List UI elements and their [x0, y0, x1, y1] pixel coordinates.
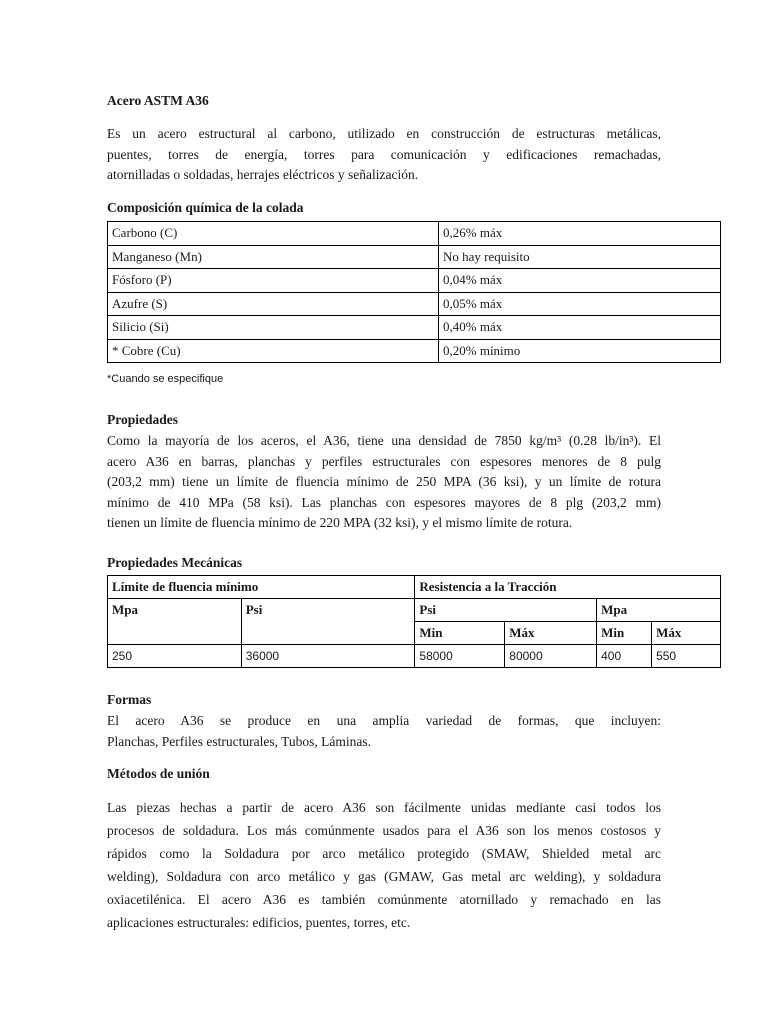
psi-min-header: Min — [415, 622, 505, 645]
value-cell: 0,26% máx — [439, 222, 721, 246]
mechanical-heading: Propiedades Mecánicas — [107, 555, 243, 570]
table-row — [108, 576, 721, 599]
intro-line: puentes, torres de energía, torres para comunicación y edificaciones remachadas, — [107, 146, 661, 162]
properties-line: (203,2 mm) tiene un límite de fluencia mínimo de 250 MPA (36 ksi), y un límite de rotura — [107, 474, 661, 489]
value-cell: No hay requisito — [439, 245, 721, 269]
joining-line: welding), Soldadura con arco metálico y gas (GMAW, Gas metal arc welding), y soldadura — [107, 869, 661, 884]
forms-line: Planchas, Perfiles estructurales, Tubos, Láminas. — [107, 733, 371, 749]
intro-paragraph — [107, 124, 661, 186]
joining-line: Las piezas hechas a partir de acero A36 son fácilmente unidas mediante casi todos los — [107, 800, 661, 815]
yield-psi-header: Psi — [241, 599, 415, 645]
tensile-header: Resistencia a la Tracción — [415, 576, 721, 599]
mpa-max-header: Máx — [652, 622, 721, 645]
table-row — [108, 222, 721, 246]
yield-mpa-header: Mpa — [108, 599, 242, 645]
intro-line: atornilladas o soldadas, herrajes eléctricos y señalización. — [107, 167, 419, 182]
tensile-psi-header: Psi — [415, 599, 597, 622]
table-row — [108, 645, 721, 668]
forms-line: El acero A36 se produce en una amplia variedad de formas, que incluyen: — [107, 713, 661, 728]
tensile-mpa-max-value: 550 — [652, 645, 721, 668]
value-cell: 0,04% máx — [439, 269, 721, 293]
table-row — [108, 339, 721, 363]
element-cell: Manganeso (Mn) — [108, 245, 439, 269]
yield-header: Límite de fluencia mínimo — [108, 576, 415, 599]
composition-note: *Cuando se especifique — [107, 373, 224, 385]
tensile-psi-min-value: 58000 — [415, 645, 505, 668]
yield-psi-value: 36000 — [241, 645, 415, 668]
psi-max-header: Máx — [505, 622, 597, 645]
composition-table — [107, 221, 721, 363]
joining-line: aplicaciones estructurales: edificios, puentes, torres, etc. — [107, 915, 411, 930]
tensile-mpa-header: Mpa — [597, 599, 721, 622]
properties-line: acero A36 en barras, planchas y perfiles estructurales con espesores menores de 8 pulg — [107, 453, 661, 469]
table-row — [108, 245, 721, 269]
table-row — [108, 599, 721, 622]
properties-heading: Propiedades — [107, 412, 179, 427]
table-row — [108, 292, 721, 316]
element-cell: Carbono (C) — [108, 222, 439, 246]
value-cell: 0,05% máx — [439, 292, 721, 316]
element-cell: Azufre (S) — [108, 292, 439, 316]
joining-paragraph — [107, 796, 661, 934]
table-row — [108, 269, 721, 293]
properties-line: mínimo de 410 MPa (58 ksi). Las planchas con espesores mayores de 8 plg (203,2 mm) — [107, 494, 661, 510]
value-cell: 0,20% mínimo — [439, 339, 721, 363]
joining-line: rápidos como la Soldadura por arco metálico protegido (SMAW, Shielded metal arc — [107, 846, 661, 861]
joining-line: oxiacetilénica. El acero A36 es también comúnmente atornillado y remachado en las — [107, 892, 661, 907]
forms-heading: Formas — [107, 692, 152, 707]
joining-heading: Métodos de unión — [107, 766, 210, 781]
properties-paragraph — [107, 431, 661, 534]
composition-heading: Composición química de la colada — [107, 200, 304, 215]
intro-line: Es un acero estructural al carbono, utilizado en construcción de estructuras metálicas, — [107, 126, 661, 141]
document-title: Acero ASTM A36 — [107, 93, 209, 108]
forms-paragraph — [107, 711, 661, 752]
joining-line: procesos de soldadura. Los más comúnmente usados para el A36 son los menos costosos y — [107, 823, 661, 838]
yield-mpa-value: 250 — [108, 645, 242, 668]
tensile-psi-max-value: 80000 — [505, 645, 597, 668]
tensile-mpa-min-value: 400 — [597, 645, 652, 668]
table-row — [108, 316, 721, 340]
mechanical-table — [107, 575, 721, 668]
element-cell: Fósforo (P) — [108, 269, 439, 293]
element-cell: Silicio (Si) — [108, 316, 439, 340]
element-cell: * Cobre (Cu) — [108, 339, 439, 363]
properties-line: Como la mayoría de los aceros, el A36, tiene una densidad de 7850 kg/m³ (0.28 lb/in³). El — [107, 433, 661, 448]
mpa-min-header: Min — [597, 622, 652, 645]
properties-line: tienen un límite de fluencia mínimo de 220 MPA (32 ksi), y el mismo límite de rotura. — [107, 515, 573, 530]
value-cell: 0,40% máx — [439, 316, 721, 340]
